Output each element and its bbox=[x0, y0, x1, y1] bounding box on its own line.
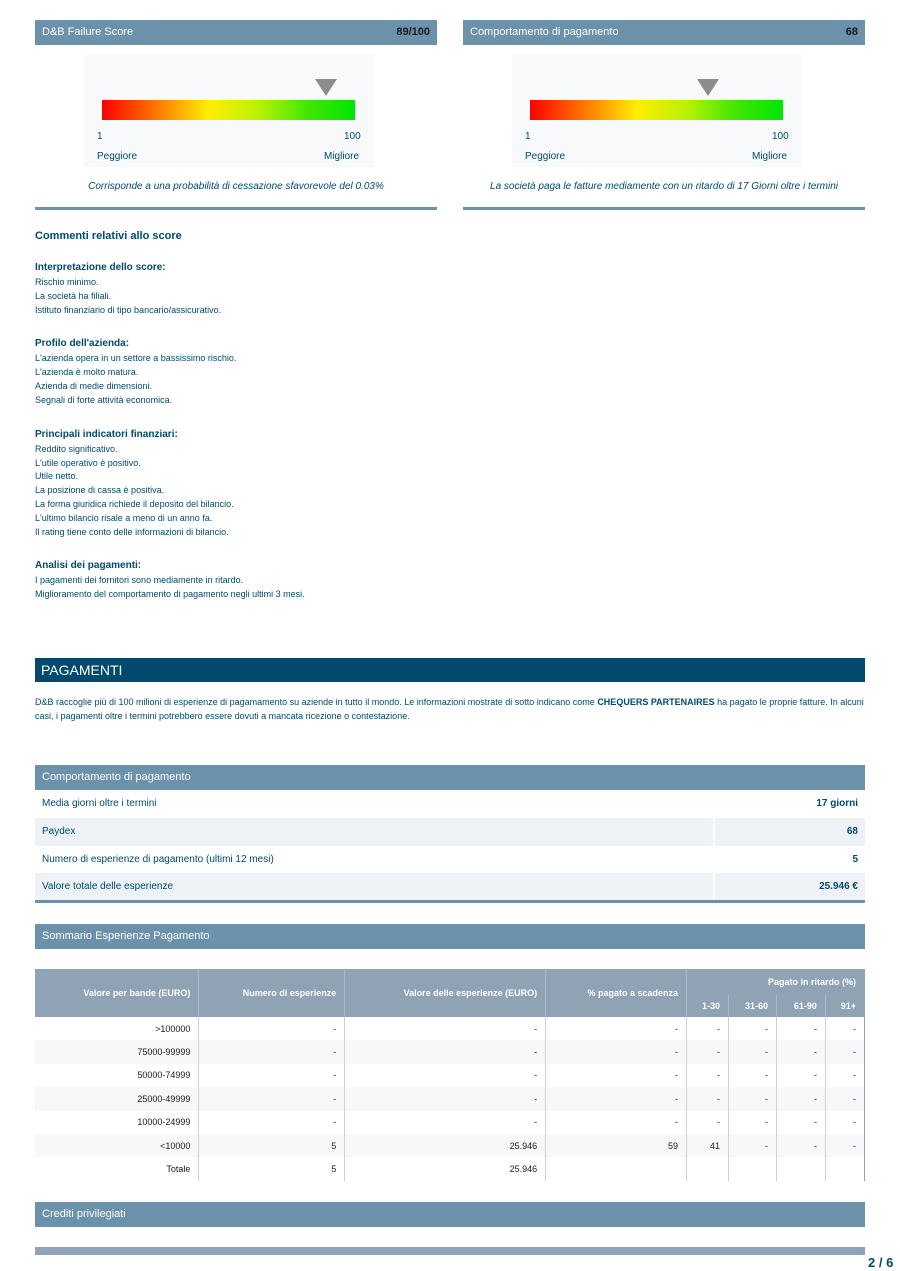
intro-text-after: ha pagato le proprie fatture. In alcuni casi, i pagamenti oltre i termini potrebbero essere dovuti a mancata ricezione o contestazione. bbox=[35, 697, 864, 721]
cell: 10000-24999 bbox=[35, 1111, 199, 1134]
failure-scale-min: 1 bbox=[97, 131, 103, 142]
cell: 50000-74999 bbox=[35, 1064, 199, 1087]
failure-score-marker-icon bbox=[315, 79, 337, 96]
col-header-late-61-90: 61-90 bbox=[776, 995, 825, 1017]
behaviour-row-count bbox=[35, 846, 865, 874]
table-row bbox=[35, 1040, 865, 1063]
comments-heading-payments: Analisi dei pagamenti: bbox=[35, 560, 142, 571]
table-row bbox=[35, 1064, 865, 1087]
failure-score-title: D&B Failure Score bbox=[42, 26, 134, 38]
cell: - bbox=[729, 1111, 777, 1134]
cell bbox=[546, 1157, 687, 1180]
col-header-late-31-60: 31-60 bbox=[729, 995, 777, 1017]
comment-line: Utile netto. bbox=[35, 471, 79, 481]
cell: - bbox=[345, 1017, 546, 1040]
comments-title: Commenti relativi allo score bbox=[35, 230, 182, 242]
payment-behaviour-gauge bbox=[512, 54, 802, 167]
col-header-late-91: 91+ bbox=[825, 995, 864, 1017]
behaviour-row-total bbox=[35, 873, 865, 901]
cell: 59 bbox=[546, 1134, 687, 1157]
cell: - bbox=[546, 1087, 687, 1110]
col-header-count: Numero di esperienze bbox=[199, 969, 345, 1017]
cell: 41 bbox=[687, 1134, 729, 1157]
cell: - bbox=[687, 1017, 729, 1040]
cell: - bbox=[199, 1017, 345, 1040]
cell: - bbox=[729, 1087, 777, 1110]
table-row bbox=[35, 1134, 865, 1157]
behaviour-row-days bbox=[35, 790, 865, 818]
pagamenti-banner: PAGAMENTI bbox=[35, 658, 865, 682]
payment-worst-label: Peggiore bbox=[525, 151, 566, 162]
behaviour-row-label: Media giorni oltre i termini bbox=[42, 798, 157, 809]
comments-heading-profile: Profilo dell'azienda: bbox=[35, 338, 130, 349]
cell: - bbox=[345, 1064, 546, 1087]
behaviour-row-value: 25.946 € bbox=[819, 881, 858, 892]
cell: - bbox=[729, 1064, 777, 1087]
cell: - bbox=[546, 1040, 687, 1063]
cell: - bbox=[776, 1087, 825, 1110]
privileged-table-header-strip bbox=[35, 1247, 865, 1255]
behaviour-row-paydex bbox=[35, 818, 865, 846]
behaviour-row-label: Paydex bbox=[42, 826, 76, 837]
page-number: 2 / 6 bbox=[868, 1255, 894, 1270]
cell: - bbox=[776, 1017, 825, 1040]
row-divider bbox=[713, 873, 715, 901]
payment-scale-min: 1 bbox=[525, 131, 531, 142]
cell: - bbox=[687, 1087, 729, 1110]
behaviour-row-value: 17 giorni bbox=[816, 798, 858, 809]
company-name: CHEQUERS PARTENAIRES bbox=[597, 697, 715, 707]
comment-line: La forma giuridica richiede il deposito del bilancio. bbox=[35, 499, 234, 509]
cell: - bbox=[729, 1134, 777, 1157]
cell bbox=[825, 1157, 864, 1180]
cell: 25000-49999 bbox=[35, 1087, 199, 1110]
cell: - bbox=[687, 1064, 729, 1087]
payment-behaviour-note: La società paga le fatture mediamente con un ritardo di 17 Giorni oltre i termini bbox=[490, 181, 838, 192]
comments-heading-financials: Principali indicatori finanziari: bbox=[35, 429, 178, 440]
table-row bbox=[35, 1111, 865, 1134]
cell: - bbox=[776, 1064, 825, 1087]
cell: 5 bbox=[199, 1157, 345, 1180]
cell: >100000 bbox=[35, 1017, 199, 1040]
payment-behaviour-header bbox=[463, 20, 865, 45]
cell: - bbox=[825, 1134, 864, 1157]
cell: 25.946 bbox=[345, 1134, 546, 1157]
cell: - bbox=[729, 1017, 777, 1040]
comment-line: Segnali di forte attività economica. bbox=[35, 395, 173, 405]
intro-text-before: D&B raccoglie più di 100 milioni di esperienze di pagamamento su aziende in tutto il mondo. Le informazioni mostrate di sotto indicano come bbox=[35, 697, 598, 707]
privileged-credits-header bbox=[35, 1202, 865, 1227]
cell bbox=[776, 1157, 825, 1180]
cell: - bbox=[546, 1064, 687, 1087]
failure-worst-label: Peggiore bbox=[97, 151, 138, 162]
behaviour-row-value: 5 bbox=[852, 854, 858, 865]
col-header-late-1-30: 1-30 bbox=[687, 995, 729, 1017]
comment-line: L'azienda è molto matura. bbox=[35, 367, 139, 377]
payment-behaviour-value: 68 bbox=[845, 26, 858, 38]
failure-score-value: 89/100 bbox=[396, 26, 430, 38]
comment-line: Miglioramento del comportamento di pagamento negli ultimi 3 mesi. bbox=[35, 589, 305, 599]
table-row-total bbox=[35, 1157, 865, 1180]
failure-scale-max: 100 bbox=[344, 131, 361, 142]
cell: 5 bbox=[199, 1134, 345, 1157]
comment-line: Azienda di medie dimensioni. bbox=[35, 381, 153, 391]
privileged-credits-title: Crediti privilegiati bbox=[42, 1208, 126, 1220]
col-header-value: Valore delle esperienze (EURO) bbox=[345, 969, 546, 1017]
cell: - bbox=[776, 1040, 825, 1063]
cell: - bbox=[546, 1111, 687, 1134]
table-row bbox=[35, 1017, 865, 1040]
cell: - bbox=[729, 1040, 777, 1063]
cell: - bbox=[825, 1017, 864, 1040]
comment-line: L'utile operativo è positivo. bbox=[35, 458, 141, 468]
payment-behaviour-marker-icon bbox=[697, 79, 719, 96]
cell: - bbox=[546, 1017, 687, 1040]
comment-line: Reddito significativo. bbox=[35, 444, 118, 454]
failure-card-bottom-line bbox=[35, 207, 437, 210]
failure-score-color-bar bbox=[102, 100, 355, 120]
cell: - bbox=[199, 1111, 345, 1134]
behaviour-table-header bbox=[35, 765, 865, 790]
behaviour-row-label: Valore totale delle esperienze bbox=[42, 881, 174, 892]
payment-behaviour-title: Comportamento di pagamento bbox=[470, 26, 619, 38]
cell: - bbox=[825, 1064, 864, 1087]
comment-line: Rischio minimo. bbox=[35, 277, 99, 287]
comment-line: Il rating tiene conto delle informazioni di bilancio. bbox=[35, 527, 229, 537]
cell: - bbox=[776, 1111, 825, 1134]
cell: - bbox=[199, 1064, 345, 1087]
comment-line: Istituto finanziario di tipo bancario/assicurativo. bbox=[35, 305, 222, 315]
failure-score-gauge bbox=[84, 54, 374, 167]
comment-line: L'ultimo bilancio risale a meno di un anno fa. bbox=[35, 513, 213, 523]
comment-line: La posizione di cassa è positiva. bbox=[35, 485, 165, 495]
row-divider bbox=[713, 818, 715, 846]
payment-best-label: Migliore bbox=[752, 151, 788, 162]
cell bbox=[729, 1157, 777, 1180]
behaviour-table-bottom-line bbox=[35, 900, 865, 903]
cell: - bbox=[345, 1111, 546, 1134]
cell: - bbox=[199, 1087, 345, 1110]
comment-line: L'azienda opera in un settore a bassissimo rischio. bbox=[35, 353, 237, 363]
behaviour-row-label: Numero di esperienze di pagamento (ultimi 12 mesi) bbox=[42, 854, 274, 865]
cell: - bbox=[776, 1134, 825, 1157]
comments-heading-interpretation: Interpretazione dello score: bbox=[35, 262, 166, 273]
cell: - bbox=[825, 1040, 864, 1063]
col-header-band: Valore per bande (EURO) bbox=[35, 969, 199, 1017]
col-header-pct: % pagato a scadenza bbox=[546, 969, 687, 1017]
cell: - bbox=[687, 1111, 729, 1134]
failure-score-header bbox=[35, 20, 437, 45]
behaviour-table-title: Comportamento di pagamento bbox=[42, 771, 191, 783]
payment-behaviour-color-bar bbox=[530, 100, 783, 120]
cell: 75000-99999 bbox=[35, 1040, 199, 1063]
cell: - bbox=[199, 1040, 345, 1063]
summary-table bbox=[35, 969, 865, 1181]
cell: Totale bbox=[35, 1157, 199, 1180]
pagamenti-intro bbox=[35, 695, 865, 723]
comment-line: La società ha filiali. bbox=[35, 291, 112, 301]
table-row bbox=[35, 1087, 865, 1110]
col-header-late: Pagato in ritardo (%) bbox=[687, 969, 865, 995]
behaviour-row-value: 68 bbox=[846, 826, 858, 837]
cell: - bbox=[825, 1111, 864, 1134]
failure-best-label: Migliore bbox=[324, 151, 360, 162]
summary-title: Sommario Esperienze Pagamento bbox=[42, 930, 210, 942]
cell: <10000 bbox=[35, 1134, 199, 1157]
payment-scale-max: 100 bbox=[772, 131, 789, 142]
cell: - bbox=[825, 1087, 864, 1110]
comment-line: I pagamenti dei fornitori sono mediamente in ritardo. bbox=[35, 575, 244, 585]
payment-card-bottom-line bbox=[463, 207, 865, 210]
cell: - bbox=[345, 1087, 546, 1110]
cell: - bbox=[687, 1040, 729, 1063]
cell bbox=[687, 1157, 729, 1180]
cell: - bbox=[345, 1040, 546, 1063]
cell: 25.946 bbox=[345, 1157, 546, 1180]
failure-score-note: Corrisponde a una probabilità di cessazione sfavorevole del 0.03% bbox=[88, 181, 384, 192]
summary-header bbox=[35, 924, 865, 949]
